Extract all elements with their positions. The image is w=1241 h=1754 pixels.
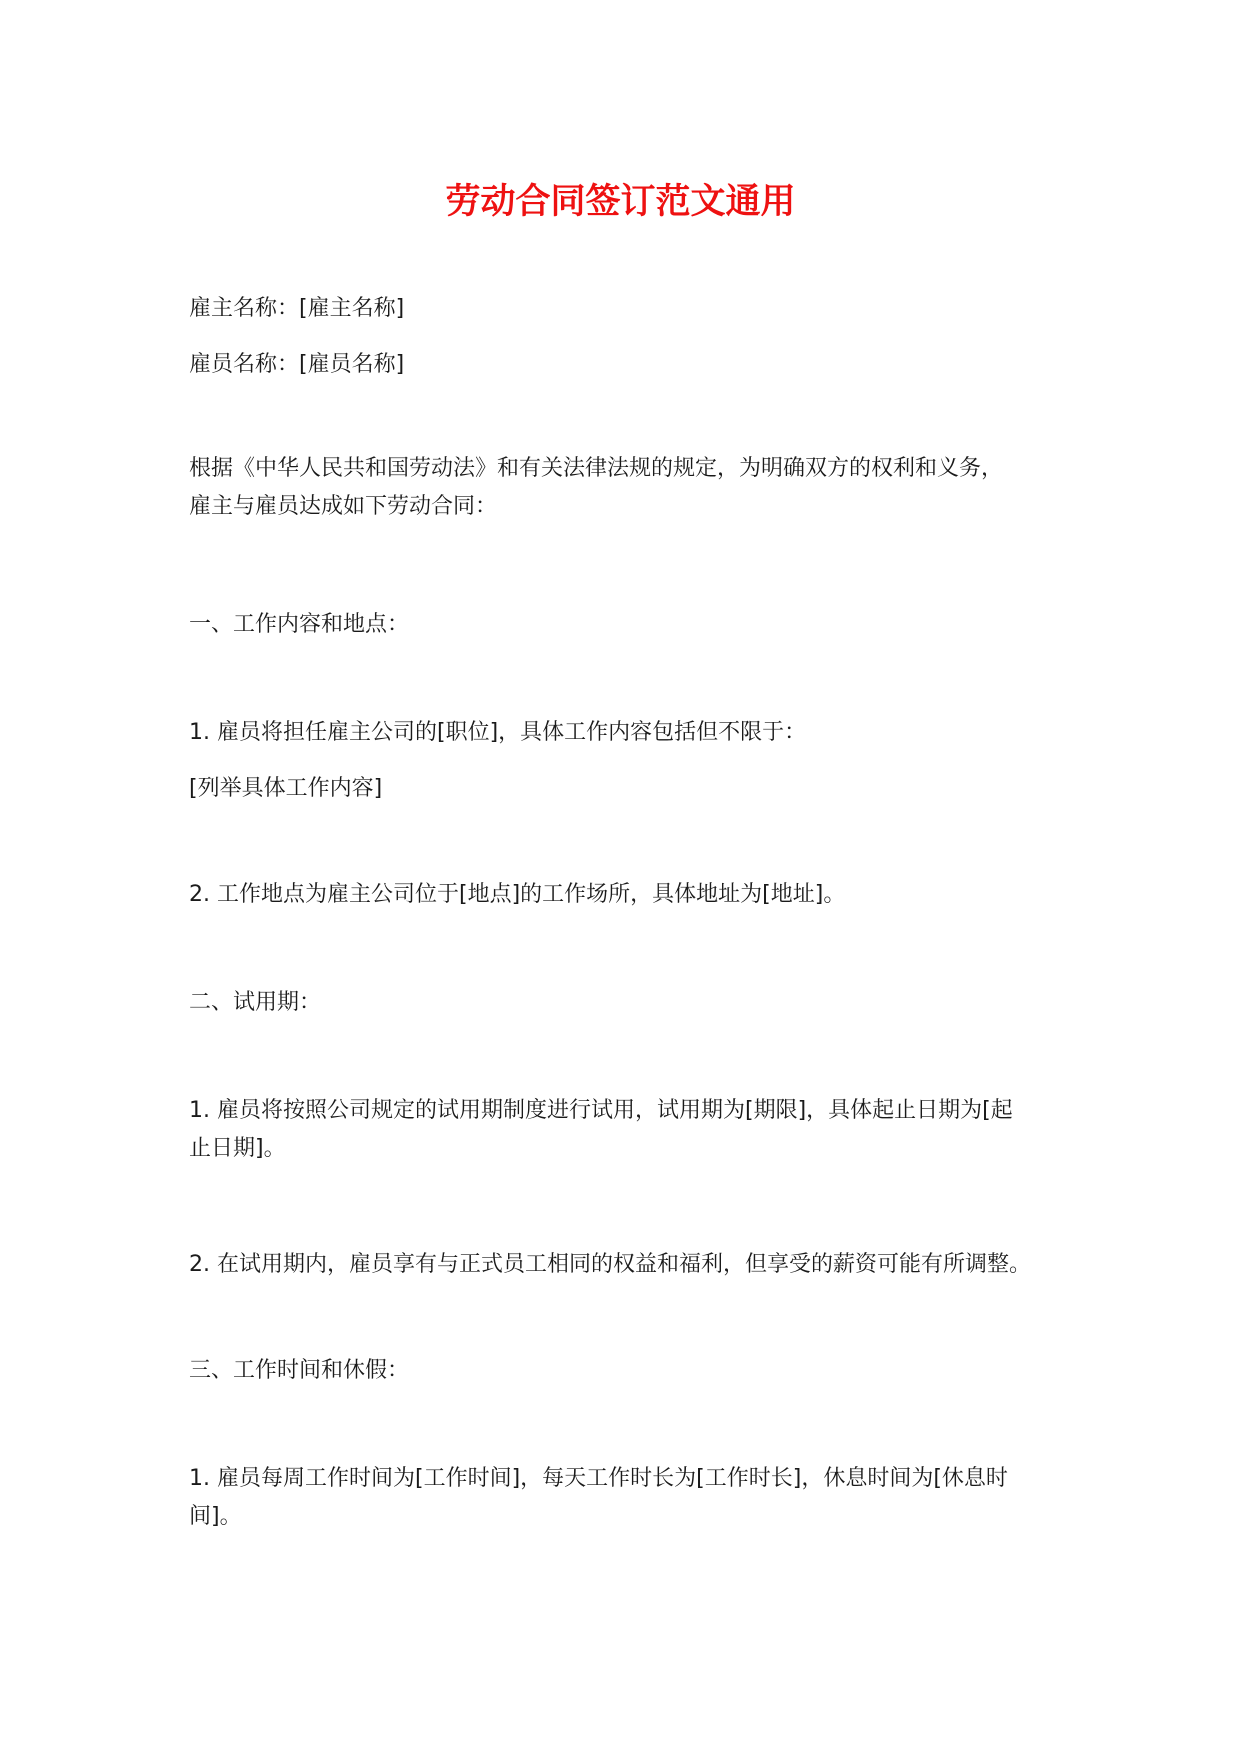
intro-line-1: 根据《中华人民共和国劳动法》和有关法律法规的规定，为明确双方的权利和义务， (189, 456, 1004, 481)
section-2-item-1-line-2: 止日期]。 (189, 1136, 286, 1161)
section-2-heading: 二、试用期： (189, 990, 322, 1015)
employer-name-line: 雇主名称：[雇主名称] (189, 296, 405, 321)
section-3-heading: 三、工作时间和休假： (189, 1358, 410, 1383)
section-1-item-2: 2. 工作地点为雇主公司位于[地点]的工作场所，具体地址为[地址]。 (189, 882, 846, 907)
section-1-item-1-line-2: [列举具体工作内容] (189, 776, 383, 801)
section-3-item-1-line-2: 间]。 (189, 1504, 242, 1529)
section-3-item-1 (189, 1460, 1089, 1536)
document-title: 劳动合同签订范文通用 (445, 182, 796, 222)
intro-paragraph (189, 450, 1089, 526)
section-1-item-1-line-1: 1. 雇员将担任雇主公司的[职位]，具体工作内容包括但不限于： (189, 720, 807, 745)
section-2-item-1-line-1: 1. 雇员将按照公司规定的试用期制度进行试用，试用期为[期限]，具体起止日期为[起 (189, 1098, 1013, 1123)
intro-line-2: 雇主与雇员达成如下劳动合同： (189, 494, 498, 519)
employee-name-line: 雇员名称：[雇员名称] (189, 352, 405, 377)
section-2-item-1 (189, 1092, 1089, 1168)
section-1-heading: 一、工作内容和地点： (189, 612, 410, 637)
section-2-item-2: 2. 在试用期内，雇员享有与正式员工相同的权益和福利，但享受的薪资可能有所调整。 (189, 1252, 1031, 1277)
section-3-item-1-line-1: 1. 雇员每周工作时间为[工作时间]，每天工作时长为[工作时长]，休息时间为[休息时 (189, 1466, 1008, 1491)
